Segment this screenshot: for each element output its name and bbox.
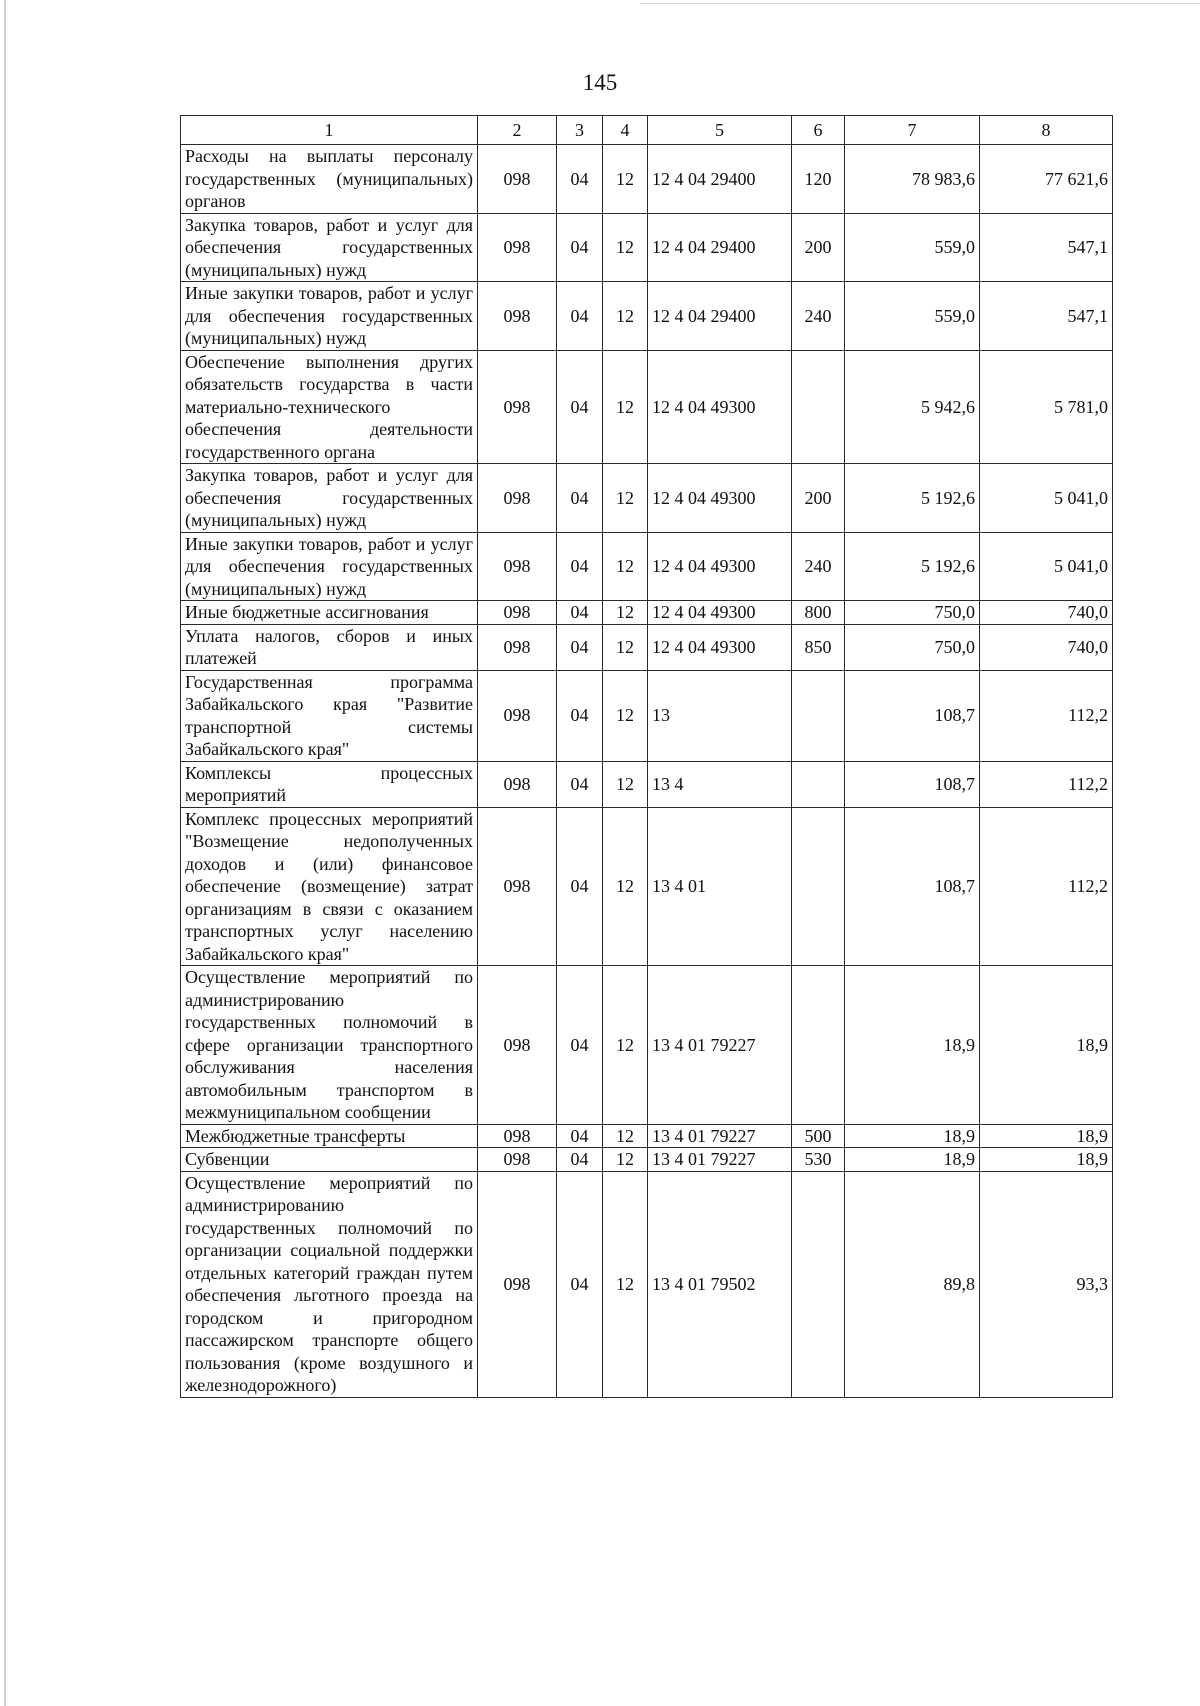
amount-year-1: 108,7 bbox=[845, 670, 980, 761]
target-article-code: 13 4 01 79227 bbox=[648, 1124, 792, 1148]
expense-kind-code: 240 bbox=[792, 532, 845, 601]
row-description: Расходы на выплаты персоналу государственных (муниципальных) органов bbox=[181, 145, 478, 214]
amount-year-1: 5 192,6 bbox=[845, 464, 980, 533]
column-header-2: 2 bbox=[478, 116, 557, 145]
ministry-code: 098 bbox=[478, 1124, 557, 1148]
ministry-code: 098 bbox=[478, 761, 557, 807]
section-code: 04 bbox=[557, 601, 603, 625]
ministry-code: 098 bbox=[478, 670, 557, 761]
table-row bbox=[181, 807, 1113, 966]
ministry-code: 098 bbox=[478, 807, 557, 966]
subsection-code: 12 bbox=[603, 213, 648, 282]
table-row bbox=[181, 670, 1113, 761]
amount-year-2: 93,3 bbox=[980, 1171, 1113, 1397]
expense-kind-code: 500 bbox=[792, 1124, 845, 1148]
target-article-code: 12 4 04 49300 bbox=[648, 601, 792, 625]
subsection-code: 12 bbox=[603, 350, 648, 464]
column-header-3: 3 bbox=[557, 116, 603, 145]
section-code: 04 bbox=[557, 1171, 603, 1397]
expense-kind-code: 800 bbox=[792, 601, 845, 625]
row-description: Уплата налогов, сборов и иных платежей bbox=[181, 624, 478, 670]
ministry-code: 098 bbox=[478, 145, 557, 214]
target-article-code: 13 4 01 79227 bbox=[648, 1148, 792, 1172]
table-row bbox=[181, 532, 1113, 601]
target-article-code: 13 bbox=[648, 670, 792, 761]
target-article-code: 12 4 04 29400 bbox=[648, 282, 792, 351]
section-code: 04 bbox=[557, 624, 603, 670]
amount-year-2: 547,1 bbox=[980, 282, 1113, 351]
section-code: 04 bbox=[557, 1124, 603, 1148]
row-description: Обеспечение выполнения других обязательств государства в части материально-технического обеспечения деятельности государственного органа bbox=[181, 350, 478, 464]
row-description: Закупка товаров, работ и услуг для обеспечения государственных (муниципальных) нужд bbox=[181, 213, 478, 282]
column-header-1: 1 bbox=[181, 116, 478, 145]
expense-kind-code bbox=[792, 350, 845, 464]
ministry-code: 098 bbox=[478, 464, 557, 533]
column-header-5: 5 bbox=[648, 116, 792, 145]
row-description: Иные бюджетные ассигнования bbox=[181, 601, 478, 625]
amount-year-2: 18,9 bbox=[980, 1148, 1113, 1172]
target-article-code: 12 4 04 49300 bbox=[648, 532, 792, 601]
section-code: 04 bbox=[557, 966, 603, 1125]
amount-year-2: 18,9 bbox=[980, 1124, 1113, 1148]
amount-year-1: 559,0 bbox=[845, 282, 980, 351]
ministry-code: 098 bbox=[478, 1148, 557, 1172]
column-header-6: 6 bbox=[792, 116, 845, 145]
ministry-code: 098 bbox=[478, 213, 557, 282]
subsection-code: 12 bbox=[603, 532, 648, 601]
target-article-code: 12 4 04 49300 bbox=[648, 464, 792, 533]
target-article-code: 13 4 01 79502 bbox=[648, 1171, 792, 1397]
section-code: 04 bbox=[557, 213, 603, 282]
table-row bbox=[181, 1124, 1113, 1148]
subsection-code: 12 bbox=[603, 966, 648, 1125]
amount-year-2: 5 041,0 bbox=[980, 532, 1113, 601]
ministry-code: 098 bbox=[478, 966, 557, 1125]
expense-kind-code bbox=[792, 1171, 845, 1397]
row-description: Осуществление мероприятий по администрированию государственных полномочий по организации социальной поддержки отдельных категорий граждан путем обеспечения льготного проезда на городском и пригородном пассажирском транспорте общего пользования (кроме воздушного и железнодорожного) bbox=[181, 1171, 478, 1397]
target-article-code: 12 4 04 29400 bbox=[648, 145, 792, 214]
table-row bbox=[181, 145, 1113, 214]
row-description: Комплексы процессных мероприятий bbox=[181, 761, 478, 807]
expense-kind-code: 850 bbox=[792, 624, 845, 670]
ministry-code: 098 bbox=[478, 282, 557, 351]
section-code: 04 bbox=[557, 670, 603, 761]
target-article-code: 12 4 04 49300 bbox=[648, 350, 792, 464]
scan-edge-shadow bbox=[4, 0, 6, 1706]
target-article-code: 12 4 04 49300 bbox=[648, 624, 792, 670]
table-row bbox=[181, 282, 1113, 351]
row-description: Осуществление мероприятий по администрированию государственных полномочий в сфере организации транспортного обслуживания населения автомобильным транспортом в межмуниципальном сообщении bbox=[181, 966, 478, 1125]
amount-year-2: 112,2 bbox=[980, 670, 1113, 761]
table-row bbox=[181, 966, 1113, 1125]
row-description: Иные закупки товаров, работ и услуг для обеспечения государственных (муниципальных) нужд bbox=[181, 532, 478, 601]
section-code: 04 bbox=[557, 145, 603, 214]
section-code: 04 bbox=[557, 532, 603, 601]
table-row bbox=[181, 761, 1113, 807]
expense-kind-code: 530 bbox=[792, 1148, 845, 1172]
column-header-8: 8 bbox=[980, 116, 1113, 145]
amount-year-1: 750,0 bbox=[845, 624, 980, 670]
table-row bbox=[181, 1171, 1113, 1397]
amount-year-1: 5 942,6 bbox=[845, 350, 980, 464]
amount-year-2: 547,1 bbox=[980, 213, 1113, 282]
expense-kind-code: 200 bbox=[792, 213, 845, 282]
row-description: Закупка товаров, работ и услуг для обеспечения государственных (муниципальных) нужд bbox=[181, 464, 478, 533]
target-article-code: 12 4 04 29400 bbox=[648, 213, 792, 282]
table-row bbox=[181, 601, 1113, 625]
row-description: Межбюджетные трансферты bbox=[181, 1124, 478, 1148]
amount-year-1: 78 983,6 bbox=[845, 145, 980, 214]
row-description: Комплекс процессных мероприятий "Возмещение недополученных доходов и (или) финансовое обеспечение (возмещение) затрат организациям в связи с оказанием транспортных услуг населению Забайкальского края" bbox=[181, 807, 478, 966]
amount-year-2: 740,0 bbox=[980, 601, 1113, 625]
subsection-code: 12 bbox=[603, 670, 648, 761]
amount-year-2: 5 781,0 bbox=[980, 350, 1113, 464]
subsection-code: 12 bbox=[603, 282, 648, 351]
target-article-code: 13 4 01 79227 bbox=[648, 966, 792, 1125]
amount-year-2: 112,2 bbox=[980, 761, 1113, 807]
table-row bbox=[181, 624, 1113, 670]
subsection-code: 12 bbox=[603, 807, 648, 966]
section-code: 04 bbox=[557, 350, 603, 464]
section-code: 04 bbox=[557, 464, 603, 533]
subsection-code: 12 bbox=[603, 464, 648, 533]
table-row bbox=[181, 464, 1113, 533]
section-code: 04 bbox=[557, 282, 603, 351]
ministry-code: 098 bbox=[478, 601, 557, 625]
amount-year-2: 112,2 bbox=[980, 807, 1113, 966]
expense-kind-code bbox=[792, 966, 845, 1125]
subsection-code: 12 bbox=[603, 145, 648, 214]
ministry-code: 098 bbox=[478, 350, 557, 464]
row-description: Субвенции bbox=[181, 1148, 478, 1172]
subsection-code: 12 bbox=[603, 601, 648, 625]
section-code: 04 bbox=[557, 807, 603, 966]
table-header-row bbox=[181, 116, 1113, 145]
row-description: Иные закупки товаров, работ и услуг для обеспечения государственных (муниципальных) нужд bbox=[181, 282, 478, 351]
subsection-code: 12 bbox=[603, 1171, 648, 1397]
amount-year-1: 18,9 bbox=[845, 1148, 980, 1172]
ministry-code: 098 bbox=[478, 624, 557, 670]
subsection-code: 12 bbox=[603, 761, 648, 807]
expense-kind-code bbox=[792, 761, 845, 807]
subsection-code: 12 bbox=[603, 1148, 648, 1172]
amount-year-1: 108,7 bbox=[845, 807, 980, 966]
section-code: 04 bbox=[557, 761, 603, 807]
page-number: 145 bbox=[582, 70, 618, 95]
target-article-code: 13 4 bbox=[648, 761, 792, 807]
amount-year-2: 77 621,6 bbox=[980, 145, 1113, 214]
scan-top-line bbox=[640, 3, 1200, 4]
section-code: 04 bbox=[557, 1148, 603, 1172]
expense-kind-code bbox=[792, 670, 845, 761]
expense-kind-code: 240 bbox=[792, 282, 845, 351]
amount-year-1: 559,0 bbox=[845, 213, 980, 282]
expense-kind-code: 120 bbox=[792, 145, 845, 214]
amount-year-1: 18,9 bbox=[845, 966, 980, 1125]
amount-year-2: 5 041,0 bbox=[980, 464, 1113, 533]
amount-year-1: 108,7 bbox=[845, 761, 980, 807]
target-article-code: 13 4 01 bbox=[648, 807, 792, 966]
amount-year-1: 89,8 bbox=[845, 1171, 980, 1397]
amount-year-1: 18,9 bbox=[845, 1124, 980, 1148]
table-row bbox=[181, 350, 1113, 464]
ministry-code: 098 bbox=[478, 532, 557, 601]
row-description: Государственная программа Забайкальского края "Развитие транспортной системы Забайкальского края" bbox=[181, 670, 478, 761]
subsection-code: 12 bbox=[603, 1124, 648, 1148]
column-header-4: 4 bbox=[603, 116, 648, 145]
ministry-code: 098 bbox=[478, 1171, 557, 1397]
amount-year-1: 5 192,6 bbox=[845, 532, 980, 601]
table-row bbox=[181, 1148, 1113, 1172]
budget-table bbox=[180, 115, 1113, 1398]
expense-kind-code bbox=[792, 807, 845, 966]
amount-year-1: 750,0 bbox=[845, 601, 980, 625]
amount-year-2: 18,9 bbox=[980, 966, 1113, 1125]
amount-year-2: 740,0 bbox=[980, 624, 1113, 670]
column-header-7: 7 bbox=[845, 116, 980, 145]
table-row bbox=[181, 213, 1113, 282]
expense-kind-code: 200 bbox=[792, 464, 845, 533]
subsection-code: 12 bbox=[603, 624, 648, 670]
